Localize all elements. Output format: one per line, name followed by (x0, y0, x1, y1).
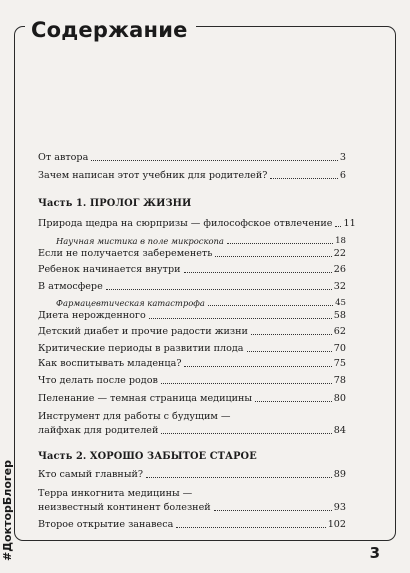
toc-entry-label: Детский диабет и прочие радости жизни (38, 326, 248, 337)
toc-entry-label: Природа щедра на сюрпризы — философское отвлечение (38, 218, 333, 229)
toc-entry-label: В атмосфере (38, 281, 103, 292)
dot-leader (335, 226, 341, 227)
part1-heading[interactable]: Часть 1. ПРОЛОГ ЖИЗНИ (38, 198, 192, 209)
toc-entry-page: 22 (333, 248, 346, 259)
toc-entry[interactable] (38, 469, 346, 481)
toc-entry-line1[interactable]: Терра инкогнита медицины — (38, 488, 193, 499)
toc-entry-page: 80 (333, 393, 346, 404)
dot-leader (227, 243, 333, 244)
dot-leader (176, 527, 325, 528)
toc-entry[interactable] (38, 393, 346, 405)
dot-leader (255, 401, 332, 402)
toc-entry-label: Пеленание — темная страница медицины (38, 393, 253, 404)
toc-entry-page: 11 (343, 218, 356, 229)
page-title: Содержание (25, 16, 196, 44)
toc-subentry[interactable] (56, 297, 346, 309)
toc-entry-line1[interactable]: Инструмент для работы с будущим — (38, 411, 231, 422)
toc-entry-page: 93 (333, 502, 346, 513)
toc-entry-page: 26 (333, 264, 346, 275)
dot-leader (214, 510, 332, 511)
toc-entry-label: Как воспитывать младенца? (38, 358, 182, 369)
toc-entry-label: Диета нерожденного (38, 310, 146, 321)
toc-subentry[interactable] (56, 235, 346, 247)
toc-entry-page: 18 (335, 236, 346, 246)
toc-entry-page: 3 (339, 152, 346, 163)
toc-entry-page: 89 (333, 469, 346, 480)
toc-entry[interactable] (38, 375, 346, 387)
dot-leader (91, 160, 338, 161)
toc-entry[interactable] (38, 281, 346, 293)
dot-leader (146, 477, 332, 478)
toc-entry[interactable] (38, 502, 346, 514)
toc-entry[interactable] (38, 264, 346, 276)
dot-leader (270, 178, 338, 179)
toc-entry-page: 45 (335, 298, 346, 308)
toc-entry[interactable] (38, 519, 346, 531)
toc-entry-label: лайфхак для родителей (38, 425, 159, 436)
toc-entry-label: Фармацевтическая катастрофа (56, 298, 205, 308)
toc-entry-page: 70 (333, 343, 346, 354)
toc-entry-page: 6 (339, 170, 346, 181)
toc-entry-page: 78 (333, 375, 346, 386)
dot-leader (161, 383, 332, 384)
toc-entry-page: 58 (333, 310, 346, 321)
toc-entry-page: 84 (333, 425, 346, 436)
dot-leader (251, 334, 332, 335)
toc-entry-label: От автора (38, 152, 89, 163)
dot-leader (247, 351, 332, 352)
toc-entry-page: 75 (333, 358, 346, 369)
toc-entry-author[interactable] (38, 152, 346, 164)
page-number: 3 (366, 544, 384, 562)
toc-entry-page: 102 (327, 519, 346, 530)
side-hashtag (0, 459, 14, 561)
toc-entry[interactable] (38, 248, 346, 260)
dot-leader (184, 366, 331, 367)
dot-leader (215, 256, 331, 257)
toc-entry-label: Научная мистика в поле микроскопа (56, 236, 224, 246)
toc-entry-page: 32 (333, 281, 346, 292)
toc-entry-label: Ребенок начинается внутри (38, 264, 181, 275)
toc-entry-why[interactable] (38, 170, 346, 182)
toc-entry[interactable] (38, 358, 346, 370)
toc-entry[interactable] (38, 326, 346, 338)
toc-entry-label: Кто самый главный? (38, 469, 144, 480)
toc-entry-label: Если не получается забеременеть (38, 248, 213, 259)
toc-entry-label: Второе открытие занавеса (38, 519, 174, 530)
toc-entry-page: 62 (333, 326, 346, 337)
dot-leader (161, 433, 331, 434)
toc-entry[interactable] (38, 343, 346, 355)
toc-entry[interactable] (38, 425, 346, 437)
dot-leader (106, 289, 332, 290)
dot-leader (208, 305, 333, 306)
dot-leader (184, 272, 332, 273)
toc-entry-label: Критические периоды в развитии плода (38, 343, 244, 354)
toc-entry-label: Что делать после родов (38, 375, 158, 386)
toc-entry[interactable] (38, 310, 346, 322)
part2-heading[interactable]: Часть 2. ХОРОШО ЗАБЫТОЕ СТАРОЕ (38, 451, 257, 462)
toc-entry-label: неизвестный континент болезней (38, 502, 211, 513)
toc-entry-label: Зачем написан этот учебник для родителей? (38, 170, 268, 181)
dot-leader (149, 318, 332, 319)
side-hashtag-text: #ДокторБлогер (0, 459, 14, 561)
toc-entry[interactable] (38, 218, 356, 230)
